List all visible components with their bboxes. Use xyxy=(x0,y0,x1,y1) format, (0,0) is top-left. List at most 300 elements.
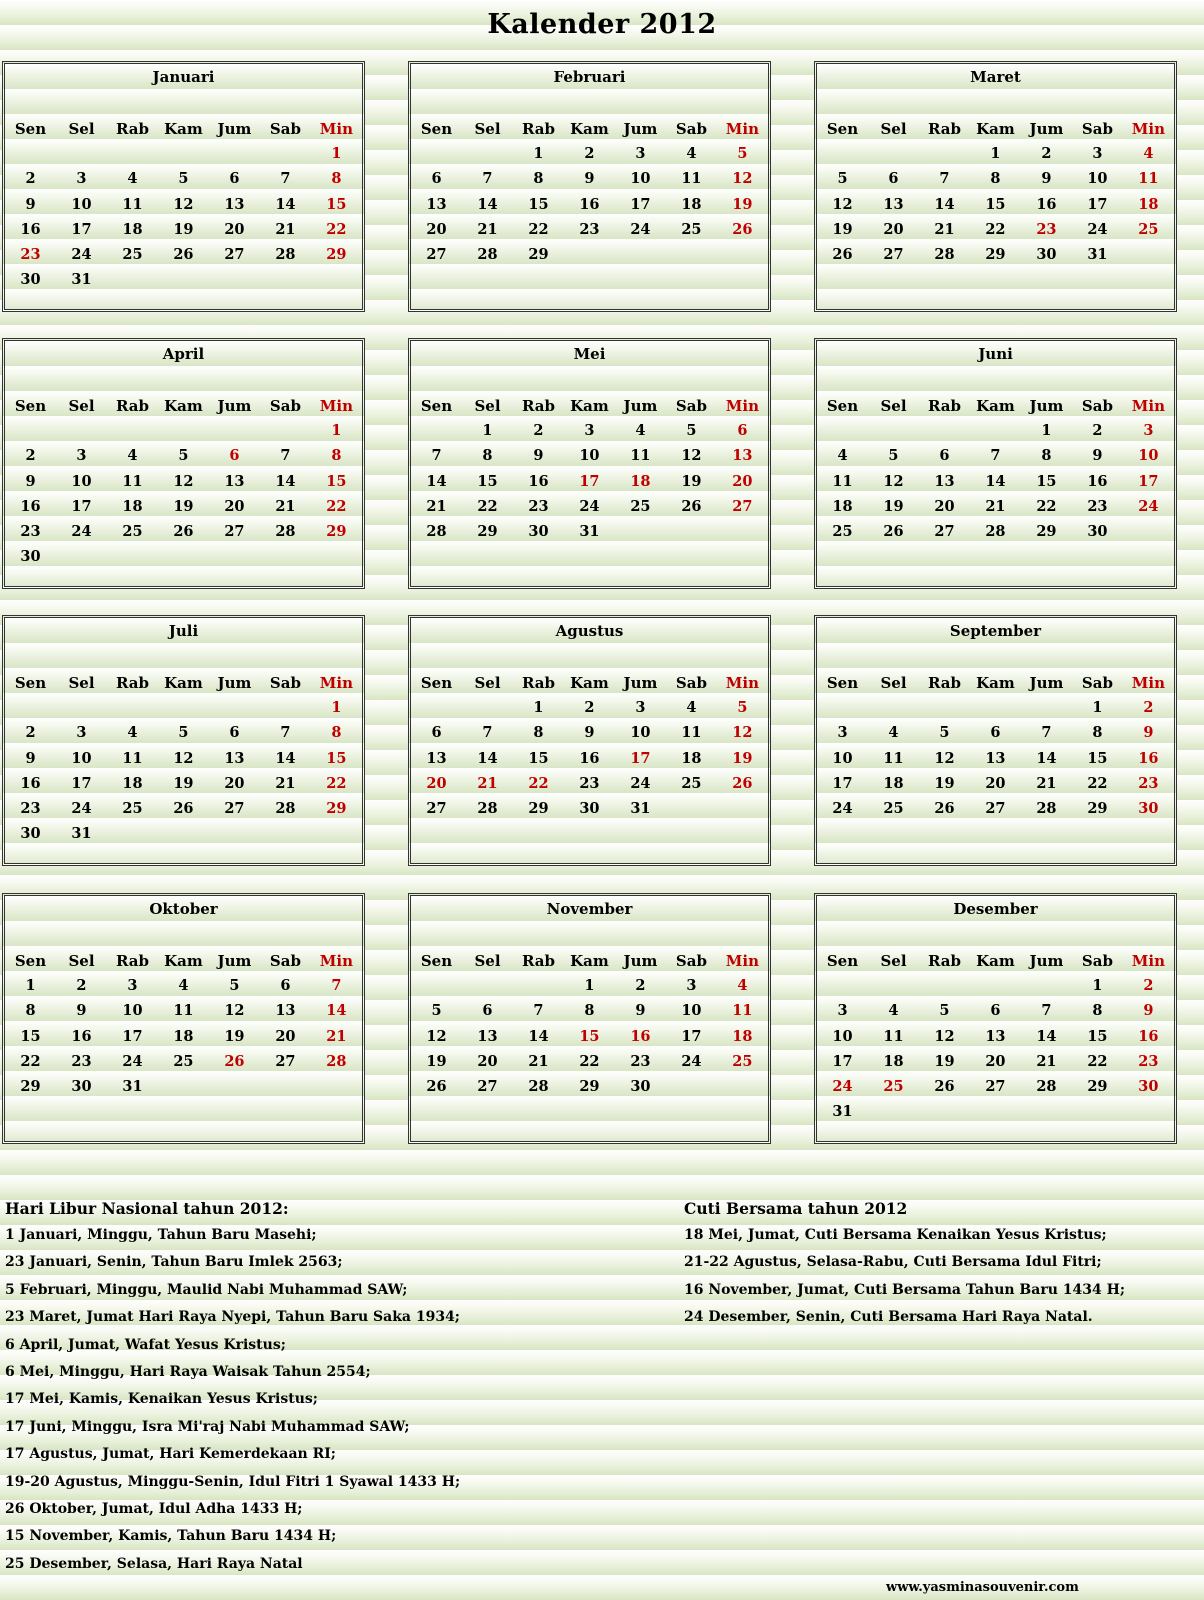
day-cell: 30 xyxy=(528,523,549,541)
day-cell: 29 xyxy=(985,246,1006,264)
week-row xyxy=(5,1049,362,1074)
day-cell: 7 xyxy=(280,447,291,465)
day-cell: 29 xyxy=(528,246,549,264)
day-cell: 29 xyxy=(20,1078,41,1096)
day-cell: 16 xyxy=(528,472,549,490)
day-cell: 5 xyxy=(178,170,189,188)
day-cell: 8 xyxy=(584,1002,595,1020)
day-cell: 5 xyxy=(737,699,748,717)
day-cell: 25 xyxy=(681,220,702,238)
day-cell: 26 xyxy=(426,1078,447,1096)
week-row xyxy=(817,796,1174,821)
day-cell: 23 xyxy=(579,774,600,792)
weekday-label: Rab xyxy=(115,119,149,138)
day-cell: 3 xyxy=(1143,422,1154,440)
day-cell: 4 xyxy=(737,977,748,995)
day-cell: 7 xyxy=(990,447,1001,465)
day-cell: 1 xyxy=(1092,977,1103,995)
day-cell: 24 xyxy=(1087,220,1108,238)
day-cell: 19 xyxy=(426,1052,447,1070)
day-cell: 14 xyxy=(275,195,296,213)
day-cell: 2 xyxy=(76,977,87,995)
day-cell: 30 xyxy=(20,825,41,843)
day-cell: 17 xyxy=(71,220,92,238)
day-cell: 17 xyxy=(579,472,600,490)
day-cell: 12 xyxy=(934,749,955,767)
day-cell: 22 xyxy=(477,497,498,515)
week-row xyxy=(5,544,362,569)
day-cell: 17 xyxy=(681,1027,702,1045)
day-cell: 20 xyxy=(985,774,1006,792)
day-cell: 24 xyxy=(681,1052,702,1070)
day-cell: 1 xyxy=(25,977,36,995)
day-cell: 17 xyxy=(71,497,92,515)
day-cell: 30 xyxy=(1138,800,1159,818)
weekday-label: Kam xyxy=(164,673,203,692)
day-cell: 14 xyxy=(1036,1027,1057,1045)
day-cell: 21 xyxy=(275,497,296,515)
day-cell: 18 xyxy=(122,497,143,515)
day-cell: 15 xyxy=(528,195,549,213)
day-cell: 19 xyxy=(732,749,753,767)
day-cell: 23 xyxy=(1087,497,1108,515)
weekday-label: Sab xyxy=(675,951,707,970)
day-cell: 17 xyxy=(1087,195,1108,213)
day-cell: 14 xyxy=(985,472,1006,490)
month-oktober xyxy=(2,893,365,1144)
day-cell: 25 xyxy=(883,800,904,818)
day-cell: 31 xyxy=(1087,246,1108,264)
day-cell: 11 xyxy=(832,472,853,490)
day-cell: 9 xyxy=(1143,1002,1154,1020)
day-cell: 5 xyxy=(939,724,950,742)
month-name: Oktober xyxy=(149,900,218,918)
day-cell: 11 xyxy=(883,749,904,767)
week-row xyxy=(817,1024,1174,1049)
weekday-label: Sel xyxy=(880,951,907,970)
day-cell: 2 xyxy=(25,170,36,188)
week-row xyxy=(411,771,768,796)
day-cell: 6 xyxy=(229,724,240,742)
day-cell: 13 xyxy=(985,1027,1006,1045)
day-cell: 19 xyxy=(173,497,194,515)
day-cell: 16 xyxy=(579,749,600,767)
day-cell: 20 xyxy=(224,497,245,515)
day-cell: 27 xyxy=(985,1078,1006,1096)
day-cell: 26 xyxy=(732,774,753,792)
day-cell: 13 xyxy=(732,447,753,465)
weekday-label: Sab xyxy=(269,119,301,138)
week-row xyxy=(817,443,1174,468)
day-cell: 1 xyxy=(533,145,544,163)
day-cell: 13 xyxy=(985,749,1006,767)
day-cell: 7 xyxy=(331,977,342,995)
week-row xyxy=(817,695,1174,720)
month-name: Juni xyxy=(978,345,1013,363)
day-cell: 13 xyxy=(477,1027,498,1045)
day-cell: 17 xyxy=(832,774,853,792)
day-cell: 16 xyxy=(1087,472,1108,490)
day-cell: 22 xyxy=(326,220,347,238)
day-cell: 11 xyxy=(122,472,143,490)
week-row xyxy=(411,469,768,494)
day-cell: 2 xyxy=(1143,977,1154,995)
weekday-label: Kam xyxy=(164,951,203,970)
day-cell: 10 xyxy=(1138,447,1159,465)
weekday-label: Sab xyxy=(675,673,707,692)
day-cell: 2 xyxy=(1092,422,1103,440)
weekday-label: Sel xyxy=(68,396,95,415)
day-cell: 12 xyxy=(832,195,853,213)
weekday-label: Min xyxy=(1131,396,1165,415)
weekday-label: Rab xyxy=(115,951,149,970)
day-cell: 25 xyxy=(630,497,651,515)
weekday-label: Kam xyxy=(976,119,1015,138)
day-cell: 19 xyxy=(934,1052,955,1070)
day-cell: 22 xyxy=(1087,1052,1108,1070)
weekday-label: Jum xyxy=(217,951,252,970)
day-cell: 28 xyxy=(1036,800,1057,818)
day-cell: 30 xyxy=(20,548,41,566)
day-cell: 6 xyxy=(737,422,748,440)
day-cell: 28 xyxy=(477,246,498,264)
day-cell: 19 xyxy=(883,497,904,515)
day-cell: 24 xyxy=(71,246,92,264)
day-cell: 26 xyxy=(224,1052,245,1070)
week-row xyxy=(817,1074,1174,1099)
day-cell: 2 xyxy=(533,422,544,440)
day-cell: 3 xyxy=(1092,145,1103,163)
weekday-label: Jum xyxy=(1029,119,1064,138)
day-cell: 2 xyxy=(25,447,36,465)
weekday-header-row xyxy=(5,670,362,695)
day-cell: 2 xyxy=(1041,145,1052,163)
day-cell: 13 xyxy=(934,472,955,490)
day-cell: 28 xyxy=(275,246,296,264)
day-cell: 10 xyxy=(832,1027,853,1045)
weekday-label: Min xyxy=(319,119,353,138)
day-cell: 1 xyxy=(1041,422,1052,440)
day-cell: 16 xyxy=(1036,195,1057,213)
day-cell: 18 xyxy=(173,1027,194,1045)
weekday-label: Min xyxy=(1131,673,1165,692)
day-cell: 11 xyxy=(630,447,651,465)
day-cell: 23 xyxy=(20,800,41,818)
day-cell: 4 xyxy=(888,724,899,742)
weekday-label: Sab xyxy=(269,673,301,692)
day-cell: 8 xyxy=(1041,447,1052,465)
cuti-item: 16 November, Jumat, Cuti Bersama Tahun Baru 1434 H; xyxy=(684,1281,1125,1298)
day-cell: 24 xyxy=(71,523,92,541)
month-februari xyxy=(408,61,771,312)
cuti-item: 21-22 Agustus, Selasa-Rabu, Cuti Bersama Idul Fitri; xyxy=(684,1254,1102,1271)
day-cell: 23 xyxy=(20,523,41,541)
weekday-label: Jum xyxy=(1029,673,1064,692)
weekday-label: Rab xyxy=(521,396,555,415)
day-cell: 20 xyxy=(224,774,245,792)
day-cell: 21 xyxy=(528,1052,549,1070)
week-row xyxy=(817,998,1174,1023)
day-cell: 27 xyxy=(224,523,245,541)
day-cell: 7 xyxy=(533,1002,544,1020)
week-row xyxy=(5,695,362,720)
day-cell: 15 xyxy=(1087,1027,1108,1045)
day-cell: 14 xyxy=(275,749,296,767)
day-cell: 30 xyxy=(71,1078,92,1096)
week-row xyxy=(411,418,768,443)
day-cell: 23 xyxy=(1036,220,1057,238)
day-cell: 27 xyxy=(224,800,245,818)
day-cell: 30 xyxy=(20,271,41,289)
day-cell: 30 xyxy=(579,800,600,818)
weekday-label: Sel xyxy=(880,673,907,692)
day-cell: 19 xyxy=(934,774,955,792)
weekday-label: Sen xyxy=(826,951,859,970)
day-cell: 15 xyxy=(326,749,347,767)
day-cell: 18 xyxy=(630,472,651,490)
week-row xyxy=(5,821,362,846)
day-cell: 13 xyxy=(224,472,245,490)
day-cell: 15 xyxy=(1087,749,1108,767)
week-row xyxy=(5,192,362,217)
day-cell: 6 xyxy=(431,724,442,742)
day-cell: 5 xyxy=(939,1002,950,1020)
day-cell: 23 xyxy=(630,1052,651,1070)
day-cell: 7 xyxy=(482,170,493,188)
day-cell: 1 xyxy=(990,145,1001,163)
day-cell: 6 xyxy=(939,447,950,465)
day-cell: 30 xyxy=(630,1078,651,1096)
day-cell: 14 xyxy=(934,195,955,213)
day-cell: 21 xyxy=(275,774,296,792)
day-cell: 21 xyxy=(326,1027,347,1045)
day-cell: 10 xyxy=(579,447,600,465)
holidays-item: 25 Desember, Selasa, Hari Raya Natal xyxy=(5,1555,303,1572)
day-cell: 9 xyxy=(25,195,36,213)
day-cell: 4 xyxy=(686,145,697,163)
day-cell: 25 xyxy=(173,1052,194,1070)
day-cell: 14 xyxy=(477,749,498,767)
day-cell: 22 xyxy=(1087,774,1108,792)
week-row xyxy=(817,192,1174,217)
day-cell: 5 xyxy=(737,145,748,163)
day-cell: 22 xyxy=(579,1052,600,1070)
day-cell: 20 xyxy=(426,774,447,792)
day-cell: 9 xyxy=(76,1002,87,1020)
day-cell: 18 xyxy=(681,195,702,213)
month-juni xyxy=(814,338,1177,589)
week-row xyxy=(5,242,362,267)
weekday-label: Jum xyxy=(217,396,252,415)
weekday-label: Sab xyxy=(1081,119,1113,138)
day-cell: 12 xyxy=(732,724,753,742)
week-row xyxy=(5,771,362,796)
day-cell: 10 xyxy=(71,195,92,213)
week-row xyxy=(817,494,1174,519)
day-cell: 11 xyxy=(681,170,702,188)
week-row xyxy=(817,469,1174,494)
day-cell: 26 xyxy=(173,523,194,541)
day-cell: 18 xyxy=(1138,195,1159,213)
website-url[interactable]: www.yasminasouvenir.com xyxy=(886,1580,1079,1595)
week-row xyxy=(411,695,768,720)
week-row xyxy=(5,141,362,166)
day-cell: 10 xyxy=(630,724,651,742)
day-cell: 11 xyxy=(173,1002,194,1020)
day-cell: 7 xyxy=(1041,724,1052,742)
month-name: Mei xyxy=(573,345,606,363)
weekday-label: Min xyxy=(1131,951,1165,970)
day-cell: 24 xyxy=(122,1052,143,1070)
day-cell: 21 xyxy=(1036,1052,1057,1070)
day-cell: 31 xyxy=(71,825,92,843)
week-row xyxy=(5,998,362,1023)
month-januari xyxy=(2,61,365,312)
day-cell: 14 xyxy=(477,195,498,213)
week-row xyxy=(5,519,362,544)
day-cell: 1 xyxy=(584,977,595,995)
day-cell: 4 xyxy=(178,977,189,995)
day-cell: 8 xyxy=(1092,724,1103,742)
day-cell: 9 xyxy=(584,724,595,742)
day-cell: 22 xyxy=(326,497,347,515)
weekday-label: Rab xyxy=(927,673,961,692)
week-row xyxy=(817,1099,1174,1124)
holidays-item: 6 April, Jumat, Wafat Yesus Kristus; xyxy=(5,1336,286,1353)
weekday-label: Min xyxy=(725,396,759,415)
day-cell: 13 xyxy=(275,1002,296,1020)
day-cell: 21 xyxy=(1036,774,1057,792)
day-cell: 23 xyxy=(1138,1052,1159,1070)
day-cell: 9 xyxy=(533,447,544,465)
day-cell: 6 xyxy=(280,977,291,995)
weekday-label: Jum xyxy=(623,673,658,692)
day-cell: 6 xyxy=(229,447,240,465)
day-cell: 4 xyxy=(1143,145,1154,163)
weekday-label: Rab xyxy=(927,396,961,415)
day-cell: 27 xyxy=(985,800,1006,818)
weekday-label: Kam xyxy=(570,951,609,970)
day-cell: 4 xyxy=(127,447,138,465)
weekday-label: Sab xyxy=(269,951,301,970)
month-name: November xyxy=(546,900,633,918)
day-cell: 24 xyxy=(1138,497,1159,515)
day-cell: 10 xyxy=(630,170,651,188)
weekday-label: Kam xyxy=(976,951,1015,970)
day-cell: 16 xyxy=(579,195,600,213)
day-cell: 28 xyxy=(934,246,955,264)
day-cell: 1 xyxy=(331,145,342,163)
day-cell: 21 xyxy=(477,774,498,792)
week-row xyxy=(411,242,768,267)
day-cell: 31 xyxy=(71,271,92,289)
page-title: Kalender 2012 xyxy=(487,9,717,40)
day-cell: 21 xyxy=(275,220,296,238)
weekday-header-row xyxy=(411,116,768,141)
day-cell: 10 xyxy=(681,1002,702,1020)
day-cell: 18 xyxy=(732,1027,753,1045)
day-cell: 2 xyxy=(1143,699,1154,717)
day-cell: 29 xyxy=(326,523,347,541)
week-row xyxy=(5,166,362,191)
day-cell: 31 xyxy=(122,1078,143,1096)
day-cell: 12 xyxy=(681,447,702,465)
day-cell: 6 xyxy=(229,170,240,188)
day-cell: 26 xyxy=(732,220,753,238)
day-cell: 7 xyxy=(482,724,493,742)
day-cell: 26 xyxy=(681,497,702,515)
day-cell: 4 xyxy=(686,699,697,717)
day-cell: 1 xyxy=(331,422,342,440)
day-cell: 27 xyxy=(426,246,447,264)
weekday-label: Sab xyxy=(269,396,301,415)
day-cell: 25 xyxy=(122,523,143,541)
day-cell: 5 xyxy=(178,724,189,742)
weekday-header-row xyxy=(411,393,768,418)
day-cell: 2 xyxy=(25,724,36,742)
day-cell: 12 xyxy=(732,170,753,188)
weekday-label: Sen xyxy=(420,951,453,970)
day-cell: 27 xyxy=(426,800,447,818)
week-row xyxy=(411,720,768,745)
week-row xyxy=(411,796,768,821)
day-cell: 26 xyxy=(173,246,194,264)
weekday-label: Jum xyxy=(623,951,658,970)
day-cell: 31 xyxy=(630,800,651,818)
day-cell: 10 xyxy=(71,472,92,490)
day-cell: 16 xyxy=(20,774,41,792)
day-cell: 15 xyxy=(20,1027,41,1045)
day-cell: 26 xyxy=(173,800,194,818)
week-row xyxy=(5,1074,362,1099)
day-cell: 25 xyxy=(883,1078,904,1096)
day-cell: 30 xyxy=(1138,1078,1159,1096)
weekday-label: Jum xyxy=(217,119,252,138)
day-cell: 11 xyxy=(122,749,143,767)
day-cell: 8 xyxy=(533,724,544,742)
day-cell: 17 xyxy=(71,774,92,792)
cuti-item: 18 Mei, Jumat, Cuti Bersama Kenaikan Yesus Kristus; xyxy=(684,1227,1107,1243)
cuti-bersama-list xyxy=(684,1222,1125,1332)
holidays-item: 17 Mei, Kamis, Kenaikan Yesus Kristus; xyxy=(5,1391,318,1408)
holidays-item: 6 Mei, Minggu, Hari Raya Waisak Tahun 2554; xyxy=(5,1363,371,1380)
weekday-label: Sab xyxy=(1081,396,1113,415)
day-cell: 19 xyxy=(173,220,194,238)
day-cell: 13 xyxy=(224,749,245,767)
week-row xyxy=(411,494,768,519)
day-cell: 10 xyxy=(832,749,853,767)
weekday-label: Min xyxy=(1131,119,1165,138)
month-name: Januari xyxy=(152,68,215,86)
month-name: Maret xyxy=(970,68,1021,86)
day-cell: 27 xyxy=(477,1078,498,1096)
weekday-label: Rab xyxy=(927,119,961,138)
month-name: April xyxy=(162,345,205,363)
weekday-label: Jum xyxy=(217,673,252,692)
week-row xyxy=(817,217,1174,242)
day-cell: 10 xyxy=(1087,170,1108,188)
day-cell: 8 xyxy=(533,170,544,188)
day-cell: 4 xyxy=(127,170,138,188)
day-cell: 19 xyxy=(832,220,853,238)
day-cell: 23 xyxy=(20,246,41,264)
day-cell: 26 xyxy=(883,523,904,541)
day-cell: 5 xyxy=(837,170,848,188)
day-cell: 29 xyxy=(1087,1078,1108,1096)
day-cell: 11 xyxy=(122,195,143,213)
month-name: Februari xyxy=(553,68,626,86)
day-cell: 3 xyxy=(837,724,848,742)
